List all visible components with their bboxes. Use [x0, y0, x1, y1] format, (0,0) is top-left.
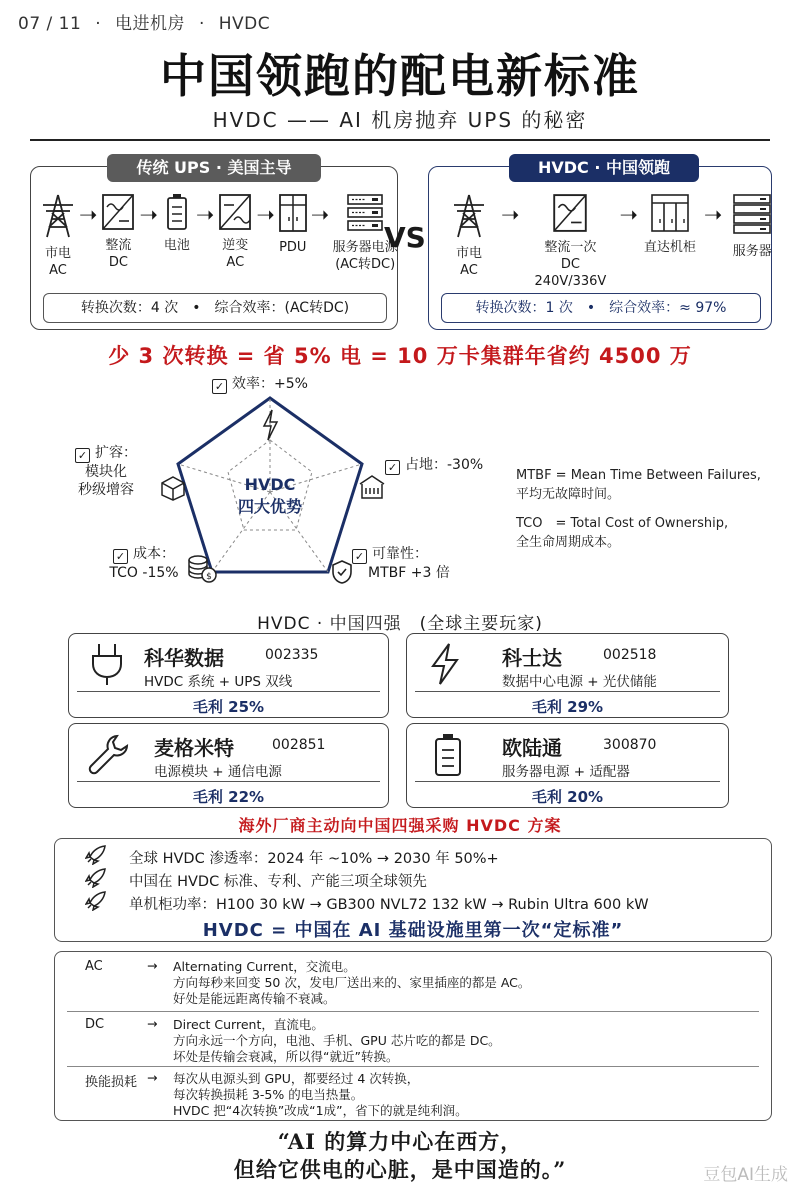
shield-icon — [331, 559, 353, 585]
company-name: 科士达 — [502, 646, 562, 670]
glossary-definition — [173, 959, 530, 1007]
building-icon — [358, 474, 386, 500]
flow-arrow: ➝ — [501, 203, 520, 228]
center-line1: HVDC — [244, 475, 296, 494]
svg-text:$: $ — [206, 572, 212, 582]
arrow-icon: → — [147, 1070, 158, 1085]
step-label: PDU — [279, 240, 307, 255]
definition-line: 坏处是传输会衰减，所以得“就近”转换。 — [173, 1049, 399, 1064]
company-margin: 毛利 20% — [531, 788, 604, 806]
hvdc-step-rectify — [525, 193, 615, 290]
outlook-item — [85, 847, 499, 868]
step-label: 市电 AC — [455, 246, 482, 278]
checkbox-icon: ✓ — [352, 549, 367, 564]
company-name: 麦格米特 — [154, 736, 234, 760]
hvdc-step-server — [728, 193, 776, 260]
ups-panel — [30, 158, 398, 330]
advantage-text: 秒级增容 — [78, 482, 134, 498]
advantage-text: TCO -15% — [109, 565, 179, 581]
advantage-cost — [100, 545, 188, 582]
abbreviation-notes — [516, 466, 761, 552]
advantage-text: 占地：-30% — [405, 457, 484, 473]
wrench-icon — [87, 732, 131, 776]
company-margin: 毛利 25% — [192, 698, 265, 716]
advantage-text: 模块化 — [85, 464, 127, 480]
coins-icon — [186, 552, 218, 584]
arrow-icon: → — [147, 1016, 158, 1031]
ups-flow — [37, 193, 401, 279]
outlook-item — [85, 893, 649, 914]
module-box-icon — [159, 474, 187, 502]
definition-line: 每次转换损耗 3-5% 的电当热量。 — [173, 1087, 364, 1102]
company-code: 002518 — [603, 647, 657, 663]
glossary-definition — [173, 1071, 468, 1119]
server-psu-icon — [346, 193, 384, 233]
company-code: 002851 — [272, 737, 326, 753]
title-divider — [30, 139, 770, 141]
hvdc-panel — [428, 158, 772, 330]
advantage-text: 扩容： — [95, 445, 137, 461]
plug-icon — [87, 642, 127, 686]
pdu-icon — [278, 193, 308, 233]
vs-label: VS — [384, 221, 426, 254]
glossary-divider — [67, 1066, 759, 1067]
hvdc-step-cabinet — [642, 193, 698, 256]
flow-arrow: ➝ — [703, 203, 723, 228]
note-tco-desc: 全生命周期成本。 — [516, 535, 621, 550]
advantage-text: 可靠性： — [372, 546, 428, 562]
advantage-text: 成本： — [133, 546, 175, 562]
card-divider — [77, 691, 380, 692]
ups-step-grid — [37, 193, 79, 279]
company-card — [406, 633, 729, 718]
ups-step-pdu — [275, 193, 311, 256]
advantage-space — [385, 456, 483, 475]
outlook-item — [85, 870, 427, 891]
definition-line: Direct Current，直流电。 — [173, 1017, 324, 1032]
outlook-text: 中国在 HVDC 标准、专利、产能三项全球领先 — [129, 874, 427, 890]
step-label: 服务器 — [732, 244, 772, 259]
company-name: 欧陆通 — [502, 736, 562, 760]
company-card — [406, 723, 729, 808]
glossary-definition — [173, 1017, 501, 1065]
card-divider — [415, 691, 720, 692]
company-name: 科华数据 — [144, 646, 224, 670]
advantage-efficiency — [212, 375, 308, 394]
flow-arrow: ➝ — [256, 203, 275, 228]
rectifier-icon — [101, 193, 135, 231]
ups-step-invert — [214, 193, 256, 271]
closing-quote — [0, 1128, 800, 1184]
glossary-term: 换能损耗 — [85, 1075, 138, 1090]
advantage-text: MTBF +3 倍 — [368, 565, 450, 581]
company-card — [68, 723, 389, 808]
glossary-divider — [67, 1011, 759, 1012]
company-margin: 毛利 29% — [531, 698, 604, 716]
flow-arrow: ➝ — [195, 203, 215, 228]
page-header — [18, 9, 270, 34]
savings-line: 少 3 次转换 = 省 5% 电 = 10 万卡集群年省约 4500 万 — [108, 344, 692, 368]
pylon-icon — [452, 193, 486, 239]
step-label: 逆变 AC — [222, 238, 249, 270]
company-desc: 电源模块 + 通信电源 — [154, 764, 282, 780]
header-separator: · — [95, 14, 102, 34]
rocket-icon — [85, 891, 107, 911]
battery-icon — [433, 732, 463, 778]
step-label: 服务器电源 (AC转DC) — [332, 240, 398, 272]
page-subtitle: HVDC —— AI 机房抛弃 UPS 的秘密 — [212, 108, 588, 132]
step-label: 直达机柜 — [643, 240, 696, 255]
checkbox-icon: ✓ — [212, 379, 227, 394]
quote-line: “AI 的算力中心在西方， — [277, 1129, 523, 1154]
rocket-icon — [85, 845, 107, 865]
pylon-icon — [41, 193, 75, 239]
definition-line: HVDC 把“4次转换”改成“1成”，省下的就是纯利润。 — [173, 1103, 468, 1118]
note-mtbf: MTBF = Mean Time Between Failures, — [516, 468, 761, 483]
definition-line: 好处是能远距离传输不衰减。 — [173, 991, 336, 1006]
server-icon — [732, 193, 772, 237]
inverter-icon — [218, 193, 252, 231]
company-desc: 数据中心电源 + 光伏储能 — [502, 674, 657, 690]
definition-line: 方向每秒来回变 50 次，发电厂送出来的、家里插座的都是 AC。 — [173, 975, 531, 990]
pentagon-center — [232, 474, 308, 518]
outlook-conclusion: HVDC = 中国在 AI 基础设施里第一次“定标准” — [202, 920, 624, 941]
quote-line: 但给它供电的心脏，是中国造的。” — [233, 1157, 567, 1182]
advantage-reliability — [352, 545, 450, 582]
step-label: 电池 — [163, 238, 190, 253]
definition-line: 方向永远一个方向，电池、手机、GPU 芯片吃的都是 DC。 — [173, 1033, 501, 1048]
company-code: 300870 — [603, 737, 657, 753]
step-label: 整流一次 DC 240V/336V — [534, 240, 607, 289]
battery-icon — [165, 193, 189, 231]
header-section: 电进机房 — [115, 14, 186, 34]
ups-summary: 转换次数：4 次 • 综合效率：(AC转DC) — [43, 293, 387, 323]
hvdc-summary: 转换次数：1 次 • 综合效率：≈ 97% — [441, 293, 761, 323]
flow-arrow: ➝ — [139, 203, 158, 228]
company-card — [68, 633, 389, 718]
advantage-expand — [66, 444, 146, 499]
card-divider — [77, 781, 380, 782]
outlook-text: 单机柜功率：H100 30 kW → GB300 NVL72 132 kW → Rubin Ultra 600 kW — [129, 897, 649, 913]
glossary-term: DC — [85, 1017, 105, 1032]
company-margin: 毛利 22% — [192, 788, 265, 806]
flow-arrow: ➝ — [79, 203, 98, 228]
ups-panel-tag: 传统 UPS · 美国主导 — [107, 154, 321, 182]
arrow-icon: → — [147, 958, 158, 973]
outlook-text: 全球 HVDC 渗透率：2024 年 ~10% → 2030 年 50%+ — [129, 851, 499, 867]
card-divider — [415, 781, 720, 782]
dc-cabinet-icon — [650, 193, 690, 233]
checkbox-icon: ✓ — [75, 448, 90, 463]
page-title: 中国领跑的配电新标准 — [160, 49, 640, 103]
flow-arrow: ➝ — [310, 203, 330, 228]
step-label: 市电 AC — [44, 246, 71, 278]
companies-title: HVDC · 中国四强 (全球主要玩家) — [257, 614, 543, 634]
page-number: 07 / 11 — [18, 14, 82, 34]
watermark: 豆包AI生成 — [703, 1165, 788, 1185]
step-label: 整流 DC — [105, 238, 132, 270]
header-separator: · — [198, 14, 205, 34]
hvdc-step-grid — [443, 193, 495, 279]
note-tco: TCO = Total Cost of Ownership, — [516, 516, 729, 531]
company-desc: 服务器电源 + 适配器 — [502, 764, 630, 780]
rectifier-icon — [552, 193, 588, 233]
checkbox-icon: ✓ — [385, 460, 400, 475]
center-line2: 四大优势 — [237, 497, 302, 516]
checkbox-icon: ✓ — [113, 549, 128, 564]
advantage-text: 效率：+5% — [232, 376, 308, 392]
hvdc-flow — [443, 193, 776, 290]
company-desc: HVDC 系统 + UPS 双线 — [144, 674, 293, 690]
glossary-box — [54, 951, 772, 1121]
company-code: 002335 — [265, 647, 319, 663]
note-mtbf-desc: 平均无故障时间。 — [516, 487, 621, 502]
ups-step-rectify — [97, 193, 139, 271]
hvdc-panel-tag: HVDC · 中国领跑 — [509, 154, 699, 182]
definition-line: Alternating Current，交流电。 — [173, 959, 356, 974]
glossary-term: AC — [85, 959, 103, 974]
overseas-line: 海外厂商主动向中国四强采购 HVDC 方案 — [238, 816, 562, 835]
definition-line: 每次从电源头到 GPU，都要经过 4 次转换， — [173, 1071, 420, 1086]
header-topic: HVDC — [218, 14, 271, 34]
flow-arrow: ➝ — [619, 203, 638, 228]
ups-step-battery — [158, 193, 196, 254]
lightning-icon — [425, 642, 465, 686]
outlook-box — [54, 838, 772, 942]
rocket-icon — [85, 868, 107, 888]
